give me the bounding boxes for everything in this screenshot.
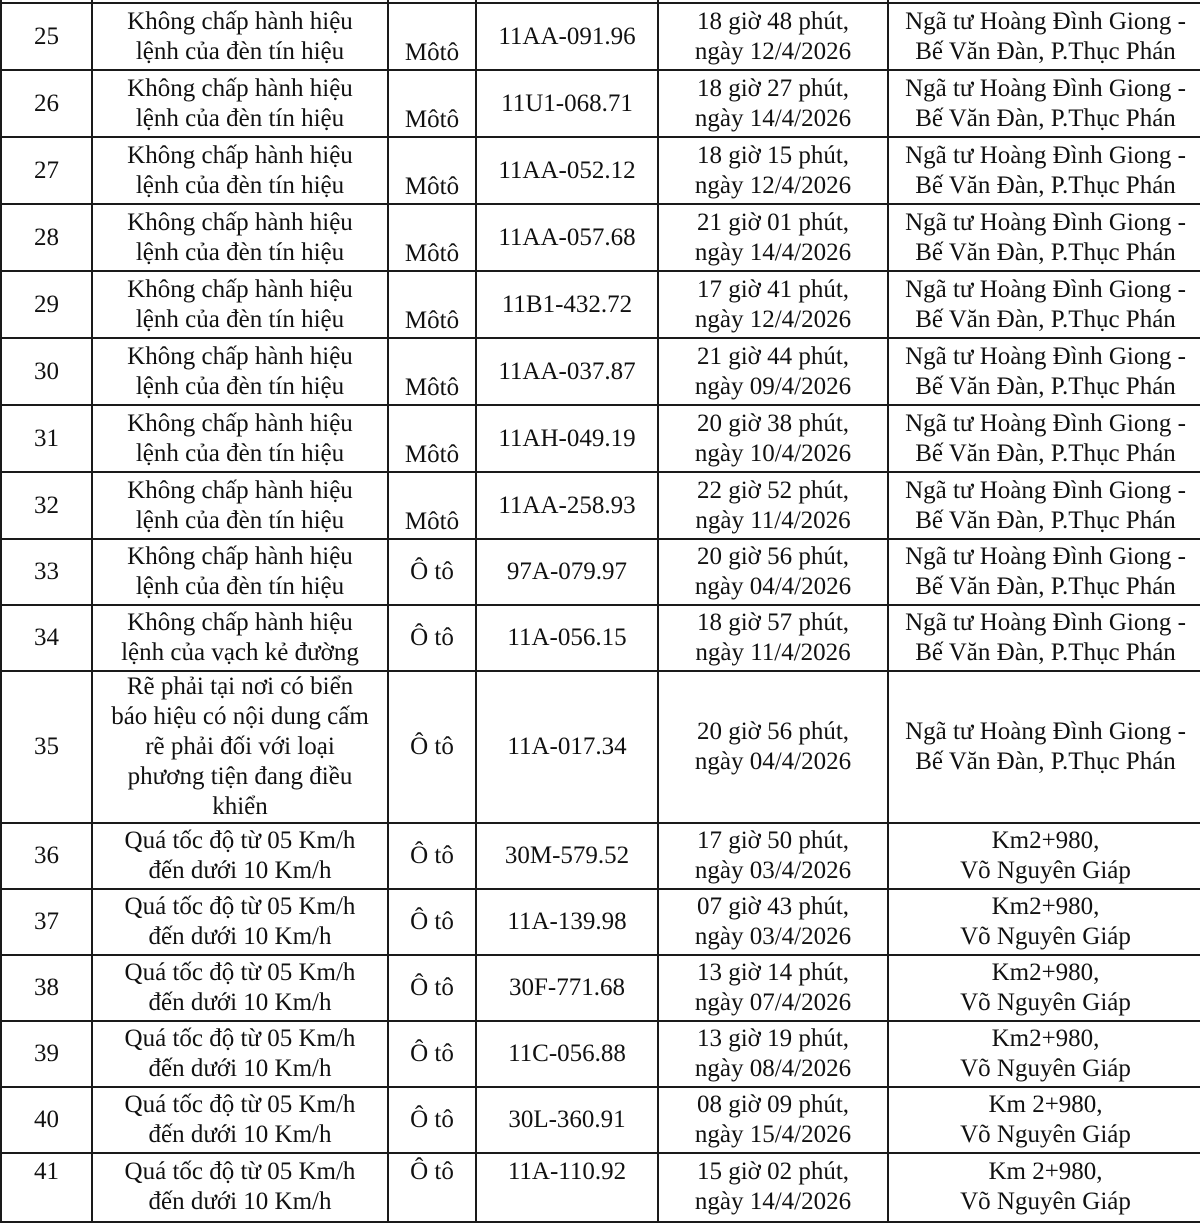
cell-stt: 27 xyxy=(1,137,92,204)
cell-place: Ngã tư Hoàng Đình Giong - Bế Văn Đàn, P.Thục Phán xyxy=(888,204,1200,271)
cell-violation: Không chấp hành hiệu lệnh của đèn tín hiệu xyxy=(92,204,388,271)
cell-vehicle: Môtô xyxy=(388,3,476,70)
cell-stt: 25 xyxy=(1,3,92,70)
cell-vehicle: Ô tô xyxy=(388,605,476,671)
table-row xyxy=(1,70,1200,137)
cell-stt: 39 xyxy=(1,1021,92,1087)
cell-time: 18 giờ 15 phút, ngày 12/4/2026 xyxy=(658,137,888,204)
cell-violation: Không chấp hành hiệu lệnh của vạch kẻ đường xyxy=(92,605,388,671)
cell-time: 15 giờ 02 phút, ngày 14/4/2026 xyxy=(658,1153,888,1222)
cell-plate: 11AA-057.68 xyxy=(476,204,658,271)
cell-vehicle: Môtô xyxy=(388,70,476,137)
cell-time: 21 giờ 01 phút, ngày 14/4/2026 xyxy=(658,204,888,271)
cell-place: Ngã tư Hoàng Đình Giong - Bế Văn Đàn, P.Thục Phán xyxy=(888,70,1200,137)
cell-stt: 28 xyxy=(1,204,92,271)
cell-stt: 35 xyxy=(1,671,92,823)
cell-plate: 11B1-432.72 xyxy=(476,271,658,338)
cell-violation: Không chấp hành hiệu lệnh của đèn tín hiệu xyxy=(92,271,388,338)
cell-violation: Không chấp hành hiệu lệnh của đèn tín hiệu xyxy=(92,70,388,137)
table-row xyxy=(1,472,1200,539)
cell-time: 22 giờ 52 phút, ngày 11/4/2026 xyxy=(658,472,888,539)
cell-plate: 11AH-049.19 xyxy=(476,405,658,472)
cell-violation: Không chấp hành hiệu lệnh của đèn tín hiệu xyxy=(92,3,388,70)
table-row xyxy=(1,338,1200,405)
table-row xyxy=(1,671,1200,823)
table-row xyxy=(1,539,1200,605)
cell-place: Ngã tư Hoàng Đình Giong - Bế Văn Đàn, P.Thục Phán xyxy=(888,405,1200,472)
cell-vehicle: Môtô xyxy=(388,472,476,539)
cell-violation: Quá tốc độ từ 05 Km/h đến dưới 10 Km/h xyxy=(92,1021,388,1087)
cell-time: 18 giờ 57 phút, ngày 11/4/2026 xyxy=(658,605,888,671)
cell-plate: 11A-139.98 xyxy=(476,889,658,955)
cell-stt: 38 xyxy=(1,955,92,1021)
cell-violation: Quá tốc độ từ 05 Km/h đến dưới 10 Km/h xyxy=(92,1087,388,1153)
cell-plate: 11A-056.15 xyxy=(476,605,658,671)
table-row xyxy=(1,137,1200,204)
cell-violation: Rẽ phải tại nơi có biển báo hiệu có nội dung cấm rẽ phải đối với loại phương tiện đang điều khiển xyxy=(92,671,388,823)
cell-time: 20 giờ 56 phút, ngày 04/4/2026 xyxy=(658,671,888,823)
cell-place: Ngã tư Hoàng Đình Giong - Bế Văn Đàn, P.Thục Phán xyxy=(888,605,1200,671)
cell-place: Km2+980, Võ Nguyên Giáp xyxy=(888,955,1200,1021)
table-row xyxy=(1,1021,1200,1087)
cell-vehicle: Môtô xyxy=(388,271,476,338)
cell-vehicle: Ô tô xyxy=(388,1021,476,1087)
cell-time: 20 giờ 56 phút, ngày 04/4/2026 xyxy=(658,539,888,605)
cell-place: Km2+980, Võ Nguyên Giáp xyxy=(888,889,1200,955)
cell-stt: 34 xyxy=(1,605,92,671)
table-row xyxy=(1,605,1200,671)
cell-place: Ngã tư Hoàng Đình Giong - Bế Văn Đàn, P.Thục Phán xyxy=(888,137,1200,204)
table-row xyxy=(1,271,1200,338)
cell-violation: Quá tốc độ từ 05 Km/h đến dưới 10 Km/h xyxy=(92,889,388,955)
cell-place: Km2+980, Võ Nguyên Giáp xyxy=(888,823,1200,889)
cell-vehicle: Ô tô xyxy=(388,823,476,889)
cell-stt: 30 xyxy=(1,338,92,405)
cell-place: Ngã tư Hoàng Đình Giong - Bế Văn Đàn, P.Thục Phán xyxy=(888,472,1200,539)
cell-violation: Quá tốc độ từ 05 Km/h đến dưới 10 Km/h xyxy=(92,955,388,1021)
cell-plate: 11AA-258.93 xyxy=(476,472,658,539)
cell-plate: 11AA-037.87 xyxy=(476,338,658,405)
cell-violation: Không chấp hành hiệu lệnh của đèn tín hiệu xyxy=(92,137,388,204)
cell-plate: 30M-579.52 xyxy=(476,823,658,889)
cell-place: Ngã tư Hoàng Đình Giong - Bế Văn Đàn, P.Thục Phán xyxy=(888,3,1200,70)
cell-stt: 41 xyxy=(1,1153,92,1222)
cell-violation: Không chấp hành hiệu lệnh của đèn tín hiệu xyxy=(92,472,388,539)
cell-plate: 30F-771.68 xyxy=(476,955,658,1021)
table-row xyxy=(1,823,1200,889)
cell-stt: 29 xyxy=(1,271,92,338)
table-row xyxy=(1,889,1200,955)
cell-time: 08 giờ 09 phút, ngày 15/4/2026 xyxy=(658,1087,888,1153)
cell-time: 07 giờ 43 phút, ngày 03/4/2026 xyxy=(658,889,888,955)
cell-time: 18 giờ 27 phút, ngày 14/4/2026 xyxy=(658,70,888,137)
cell-vehicle: Môtô xyxy=(388,405,476,472)
violations-table-body xyxy=(1,0,1200,1222)
cell-place: Ngã tư Hoàng Đình Giong - Bế Văn Đàn, P.Thục Phán xyxy=(888,539,1200,605)
table-row xyxy=(1,1087,1200,1153)
table-row xyxy=(1,405,1200,472)
table-row xyxy=(1,3,1200,70)
cell-plate: 11C-056.88 xyxy=(476,1021,658,1087)
cell-time: 13 giờ 14 phút, ngày 07/4/2026 xyxy=(658,955,888,1021)
cell-plate: 30L-360.91 xyxy=(476,1087,658,1153)
cell-vehicle: Môtô xyxy=(388,137,476,204)
cell-violation: Quá tốc độ từ 05 Km/h đến dưới 10 Km/h xyxy=(92,1153,388,1222)
cell-plate: 97A-079.97 xyxy=(476,539,658,605)
cell-violation: Không chấp hành hiệu lệnh của đèn tín hiệu xyxy=(92,338,388,405)
cell-plate: 11A-110.92 xyxy=(476,1153,658,1222)
cell-vehicle: Ô tô xyxy=(388,1153,476,1222)
cell-time: 13 giờ 19 phút, ngày 08/4/2026 xyxy=(658,1021,888,1087)
cell-plate: 11A-017.34 xyxy=(476,671,658,823)
table-row xyxy=(1,955,1200,1021)
cell-vehicle: Ô tô xyxy=(388,955,476,1021)
table-row xyxy=(1,1153,1200,1222)
cell-place: Ngã tư Hoàng Đình Giong - Bế Văn Đàn, P.Thục Phán xyxy=(888,271,1200,338)
cell-time: 17 giờ 41 phút, ngày 12/4/2026 xyxy=(658,271,888,338)
cell-place: Ngã tư Hoàng Đình Giong - Bế Văn Đàn, P.Thục Phán xyxy=(888,671,1200,823)
cell-stt: 40 xyxy=(1,1087,92,1153)
cell-place: Km 2+980, Võ Nguyên Giáp xyxy=(888,1153,1200,1222)
cell-plate: 11AA-052.12 xyxy=(476,137,658,204)
cell-place: Km2+980, Võ Nguyên Giáp xyxy=(888,1021,1200,1087)
cell-stt: 26 xyxy=(1,70,92,137)
cell-violation: Không chấp hành hiệu lệnh của đèn tín hiệu xyxy=(92,539,388,605)
cell-stt: 36 xyxy=(1,823,92,889)
cell-place: Ngã tư Hoàng Đình Giong - Bế Văn Đàn, P.Thục Phán xyxy=(888,338,1200,405)
cell-stt: 32 xyxy=(1,472,92,539)
cell-violation: Không chấp hành hiệu lệnh của đèn tín hiệu xyxy=(92,405,388,472)
cell-stt: 31 xyxy=(1,405,92,472)
cell-vehicle: Ô tô xyxy=(388,539,476,605)
cell-vehicle: Ô tô xyxy=(388,671,476,823)
cell-vehicle: Môtô xyxy=(388,338,476,405)
cell-vehicle: Ô tô xyxy=(388,1087,476,1153)
cell-stt: 33 xyxy=(1,539,92,605)
cell-vehicle: Ô tô xyxy=(388,889,476,955)
cell-vehicle: Môtô xyxy=(388,204,476,271)
cell-plate: 11AA-091.96 xyxy=(476,3,658,70)
cell-time: 21 giờ 44 phút, ngày 09/4/2026 xyxy=(658,338,888,405)
cell-time: 17 giờ 50 phút, ngày 03/4/2026 xyxy=(658,823,888,889)
table-row xyxy=(1,204,1200,271)
cell-place: Km 2+980, Võ Nguyên Giáp xyxy=(888,1087,1200,1153)
cell-violation: Quá tốc độ từ 05 Km/h đến dưới 10 Km/h xyxy=(92,823,388,889)
cell-plate: 11U1-068.71 xyxy=(476,70,658,137)
cell-time: 20 giờ 38 phút, ngày 10/4/2026 xyxy=(658,405,888,472)
cell-stt: 37 xyxy=(1,889,92,955)
cell-time: 18 giờ 48 phút, ngày 12/4/2026 xyxy=(658,3,888,70)
